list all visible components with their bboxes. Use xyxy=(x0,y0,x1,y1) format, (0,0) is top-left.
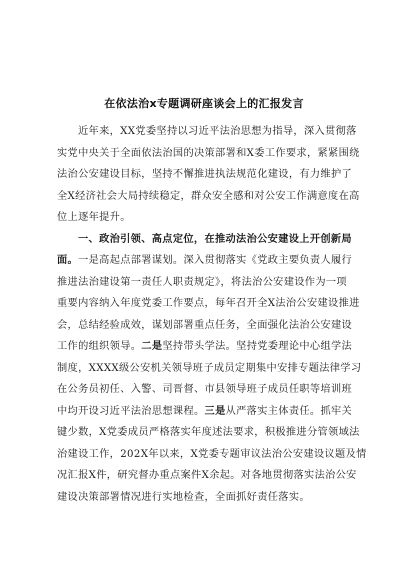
document-body xyxy=(57,121,367,508)
text-line xyxy=(57,186,360,208)
text-line xyxy=(57,143,360,165)
text-segment: 坚持带头学法。坚持党委理论中心组学法 xyxy=(162,341,353,352)
document-title: 在依法治x专题调研座谈会上的汇报发言 xyxy=(104,97,304,110)
text-segment: 工作的组织领导。 xyxy=(57,341,142,352)
text-line xyxy=(57,401,355,423)
text-segment: 一是高起点部署谋划。深入贯彻落实《党政主要负责人履行 xyxy=(78,255,353,266)
text-line xyxy=(57,379,355,401)
text-line xyxy=(57,207,355,229)
text-segment: 况汇报X件，研究督办重点案件X余起。对各地贯彻落实法治公安 xyxy=(57,470,357,481)
text-line xyxy=(57,164,355,186)
bold-text-segment: 二是 xyxy=(141,341,163,352)
text-segment: 近年来，XX党委坚持以习近平法治思想为指导，深入贯彻落 xyxy=(78,126,357,137)
text-segment: 位上逐年提升。 xyxy=(57,212,131,223)
text-line xyxy=(57,315,355,337)
text-line xyxy=(57,487,355,509)
text-line xyxy=(57,444,367,466)
text-segment: 制度，XXXX级公安机关领导班子成员定期集中安排专题法律学习 xyxy=(57,362,362,374)
text-line xyxy=(57,336,355,358)
text-line xyxy=(57,293,360,315)
text-line xyxy=(57,358,362,380)
text-segment: 重要内容纳入年度党委工作要点，每年召开全X法治公安建设推进 xyxy=(57,298,360,309)
bold-text-segment: 三是 xyxy=(204,405,226,417)
text-segment: 会，总结经验成效，谋划部署重点任务，全面强化法治公安建设 xyxy=(57,319,353,331)
text-segment: 治建设工作，202X年以来，X党委专题审议法治公安建设议题及情 xyxy=(57,448,367,460)
text-line xyxy=(57,121,355,143)
text-segment: 全X经济社会大局持续稳定，群众安全感和对公安工作满意度在高 xyxy=(57,190,360,202)
text-line xyxy=(57,465,355,487)
text-segment: 法治公安建设目标，坚持不懈推进执法规范化建设，有力维护了 xyxy=(57,169,353,180)
text-line xyxy=(57,272,355,294)
text-line xyxy=(57,229,355,251)
text-segment: 在公务员初任、入警、司晋督、市县领导班子成员任职等培训班 xyxy=(57,384,353,395)
text-segment: 实党中央关于全面依法治国的决策部署和X委工作要求，紧紧围绕 xyxy=(57,147,360,159)
text-line xyxy=(57,250,355,272)
text-line xyxy=(57,422,360,444)
text-segment: 中均开设习近平法治思想课程。 xyxy=(57,405,205,417)
bold-text-segment: 一、政治引领、高点定位，在推动法治公安建设上开创新局 xyxy=(78,233,352,245)
bold-text-segment: 面。 xyxy=(57,255,79,266)
text-segment: 键少数，X党委成员严格落实年度述法要求，积极推进分管领域法 xyxy=(57,427,360,438)
text-segment: 建设决策部署情况进行实地检查，全面抓好责任落实。 xyxy=(57,491,310,503)
text-segment: 推进法治建设第一责任人职责规定》，将法治公安建设作为一项 xyxy=(57,276,347,288)
text-segment: 从严落实主体责任。抓牢关 xyxy=(225,405,353,417)
